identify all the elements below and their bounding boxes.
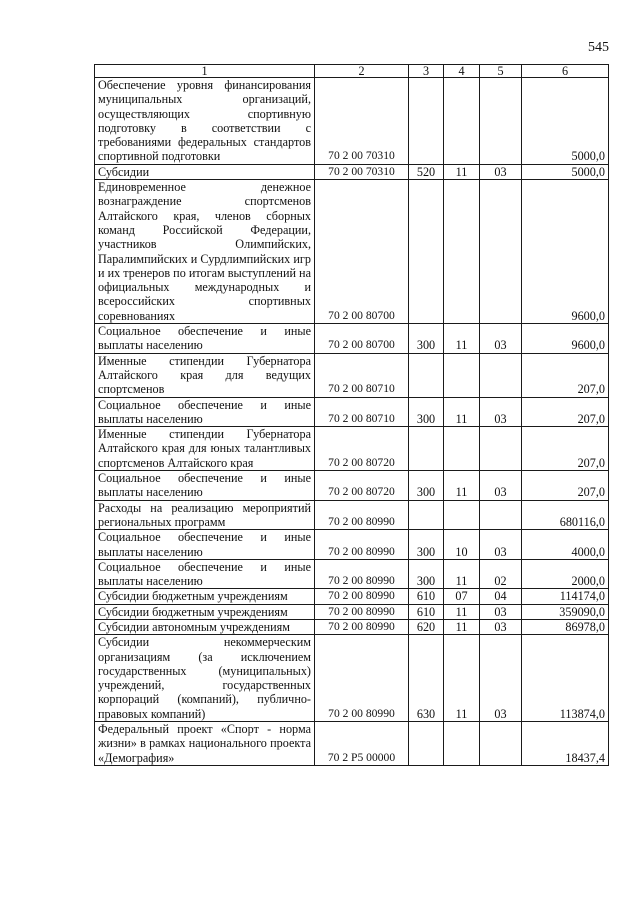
cell-section xyxy=(444,180,480,324)
cell-section: 11 xyxy=(444,397,480,427)
cell-name: Социальное обеспечение и иные выплаты населению xyxy=(95,471,315,501)
cell-section xyxy=(444,722,480,766)
cell-subsection xyxy=(480,500,522,530)
header-row xyxy=(95,65,609,78)
cell-amount: 207,0 xyxy=(522,353,609,397)
table-body xyxy=(95,78,609,766)
cell-name: Обеспечение уровня финансирования муниципальных организаций, осуществляющих спортивную подготовку в соответствии с требованиями федеральных стандартов спортивной подготовки xyxy=(95,78,315,165)
budget-table xyxy=(94,64,609,766)
table-row xyxy=(95,604,609,619)
cell-subsection xyxy=(480,180,522,324)
cell-expense-type xyxy=(409,78,444,165)
cell-expense-type: 630 xyxy=(409,635,444,722)
cell-section: 11 xyxy=(444,559,480,589)
cell-expense-type: 300 xyxy=(409,397,444,427)
cell-expense-type: 300 xyxy=(409,471,444,501)
cell-subsection xyxy=(480,78,522,165)
cell-amount: 359090,0 xyxy=(522,604,609,619)
table-row xyxy=(95,397,609,427)
cell-name: Социальное обеспечение и иные выплаты населению xyxy=(95,324,315,354)
cell-expense-type: 300 xyxy=(409,530,444,560)
cell-subsection: 03 xyxy=(480,324,522,354)
page-number: 545 xyxy=(588,40,609,55)
cell-amount: 207,0 xyxy=(522,427,609,471)
cell-name: Субсидии xyxy=(95,164,315,179)
cell-section: 11 xyxy=(444,619,480,634)
table-row xyxy=(95,589,609,604)
col-header-amount: 6 xyxy=(522,65,609,78)
cell-subsection: 03 xyxy=(480,471,522,501)
cell-name: Субсидии некоммерческим организациям (за исключением государственных (муниципальных) учреждений, государственных корпораций (компаний), публично-правовых компаний) xyxy=(95,635,315,722)
cell-name: Именные стипендии Губернатора Алтайского края для ведущих спортсменов xyxy=(95,353,315,397)
table-row xyxy=(95,353,609,397)
cell-expense-type: 620 xyxy=(409,619,444,634)
cell-code: 70 2 00 80700 xyxy=(315,180,409,324)
cell-section xyxy=(444,353,480,397)
cell-code: 70 2 00 80990 xyxy=(315,635,409,722)
cell-amount: 114174,0 xyxy=(522,589,609,604)
cell-code: 70 2 00 80990 xyxy=(315,500,409,530)
cell-section: 11 xyxy=(444,164,480,179)
cell-section xyxy=(444,78,480,165)
cell-expense-type xyxy=(409,180,444,324)
cell-subsection xyxy=(480,353,522,397)
table-row xyxy=(95,722,609,766)
cell-name: Именные стипендии Губернатора Алтайского края для юных талантливых спортсменов Алтайского края xyxy=(95,427,315,471)
table-row xyxy=(95,324,609,354)
cell-amount: 207,0 xyxy=(522,397,609,427)
cell-amount: 5000,0 xyxy=(522,164,609,179)
col-header-code: 2 xyxy=(315,65,409,78)
cell-subsection: 04 xyxy=(480,589,522,604)
cell-code: 70 2 P5 00000 xyxy=(315,722,409,766)
cell-name: Субсидии автономным учреждениям xyxy=(95,619,315,634)
cell-amount: 207,0 xyxy=(522,471,609,501)
cell-expense-type: 300 xyxy=(409,559,444,589)
cell-code: 70 2 00 80720 xyxy=(315,471,409,501)
cell-amount: 9600,0 xyxy=(522,180,609,324)
cell-name: Единовременное денежное вознаграждение спортсменов Алтайского края, членов сборных команд Российской Федерации, участников Олимпийских, Паралимпийских и Сурдлимпийских игр и их тренеров по итогам выступлений на официальных международных и всероссийских спортивных соревнованиях xyxy=(95,180,315,324)
cell-expense-type xyxy=(409,427,444,471)
cell-code: 70 2 00 80990 xyxy=(315,619,409,634)
cell-subsection: 03 xyxy=(480,619,522,634)
table-row xyxy=(95,619,609,634)
cell-amount: 2000,0 xyxy=(522,559,609,589)
col-header-name: 1 xyxy=(95,65,315,78)
cell-code: 70 2 00 80700 xyxy=(315,324,409,354)
cell-section: 10 xyxy=(444,530,480,560)
cell-section: 11 xyxy=(444,604,480,619)
cell-expense-type: 300 xyxy=(409,324,444,354)
cell-section xyxy=(444,500,480,530)
cell-amount: 9600,0 xyxy=(522,324,609,354)
cell-section: 11 xyxy=(444,471,480,501)
table-row xyxy=(95,471,609,501)
cell-expense-type xyxy=(409,353,444,397)
cell-amount: 113874,0 xyxy=(522,635,609,722)
cell-name: Федеральный проект «Спорт - норма жизни» в рамках национального проекта «Демография» xyxy=(95,722,315,766)
cell-code: 70 2 00 80710 xyxy=(315,353,409,397)
cell-subsection xyxy=(480,722,522,766)
cell-amount: 18437,4 xyxy=(522,722,609,766)
cell-amount: 680116,0 xyxy=(522,500,609,530)
cell-subsection: 03 xyxy=(480,635,522,722)
table-row xyxy=(95,559,609,589)
cell-amount: 4000,0 xyxy=(522,530,609,560)
cell-code: 70 2 00 80710 xyxy=(315,397,409,427)
cell-code: 70 2 00 70310 xyxy=(315,78,409,165)
table-row xyxy=(95,164,609,179)
cell-subsection: 03 xyxy=(480,530,522,560)
cell-subsection: 02 xyxy=(480,559,522,589)
cell-section: 11 xyxy=(444,324,480,354)
cell-name: Субсидии бюджетным учреждениям xyxy=(95,589,315,604)
cell-name: Расходы на реализацию мероприятий региональных программ xyxy=(95,500,315,530)
cell-section: 07 xyxy=(444,589,480,604)
cell-expense-type: 520 xyxy=(409,164,444,179)
col-header-subsection: 5 xyxy=(480,65,522,78)
cell-subsection: 03 xyxy=(480,397,522,427)
cell-amount: 5000,0 xyxy=(522,78,609,165)
table-row xyxy=(95,180,609,324)
cell-expense-type xyxy=(409,722,444,766)
cell-code: 70 2 00 80990 xyxy=(315,559,409,589)
cell-section: 11 xyxy=(444,635,480,722)
cell-amount: 86978,0 xyxy=(522,619,609,634)
cell-code: 70 2 00 70310 xyxy=(315,164,409,179)
table-row xyxy=(95,530,609,560)
cell-name: Социальное обеспечение и иные выплаты населению xyxy=(95,530,315,560)
cell-expense-type: 610 xyxy=(409,589,444,604)
cell-subsection xyxy=(480,427,522,471)
table-row xyxy=(95,500,609,530)
cell-code: 70 2 00 80990 xyxy=(315,530,409,560)
table-row xyxy=(95,78,609,165)
table-row xyxy=(95,427,609,471)
cell-code: 70 2 00 80990 xyxy=(315,589,409,604)
cell-subsection: 03 xyxy=(480,604,522,619)
cell-expense-type xyxy=(409,500,444,530)
col-header-expense-type: 3 xyxy=(409,65,444,78)
cell-expense-type: 610 xyxy=(409,604,444,619)
cell-code: 70 2 00 80990 xyxy=(315,604,409,619)
cell-code: 70 2 00 80720 xyxy=(315,427,409,471)
cell-name: Социальное обеспечение и иные выплаты населению xyxy=(95,397,315,427)
col-header-section: 4 xyxy=(444,65,480,78)
table-row xyxy=(95,635,609,722)
cell-subsection: 03 xyxy=(480,164,522,179)
cell-section xyxy=(444,427,480,471)
cell-name: Субсидии бюджетным учреждениям xyxy=(95,604,315,619)
cell-name: Социальное обеспечение и иные выплаты населению xyxy=(95,559,315,589)
